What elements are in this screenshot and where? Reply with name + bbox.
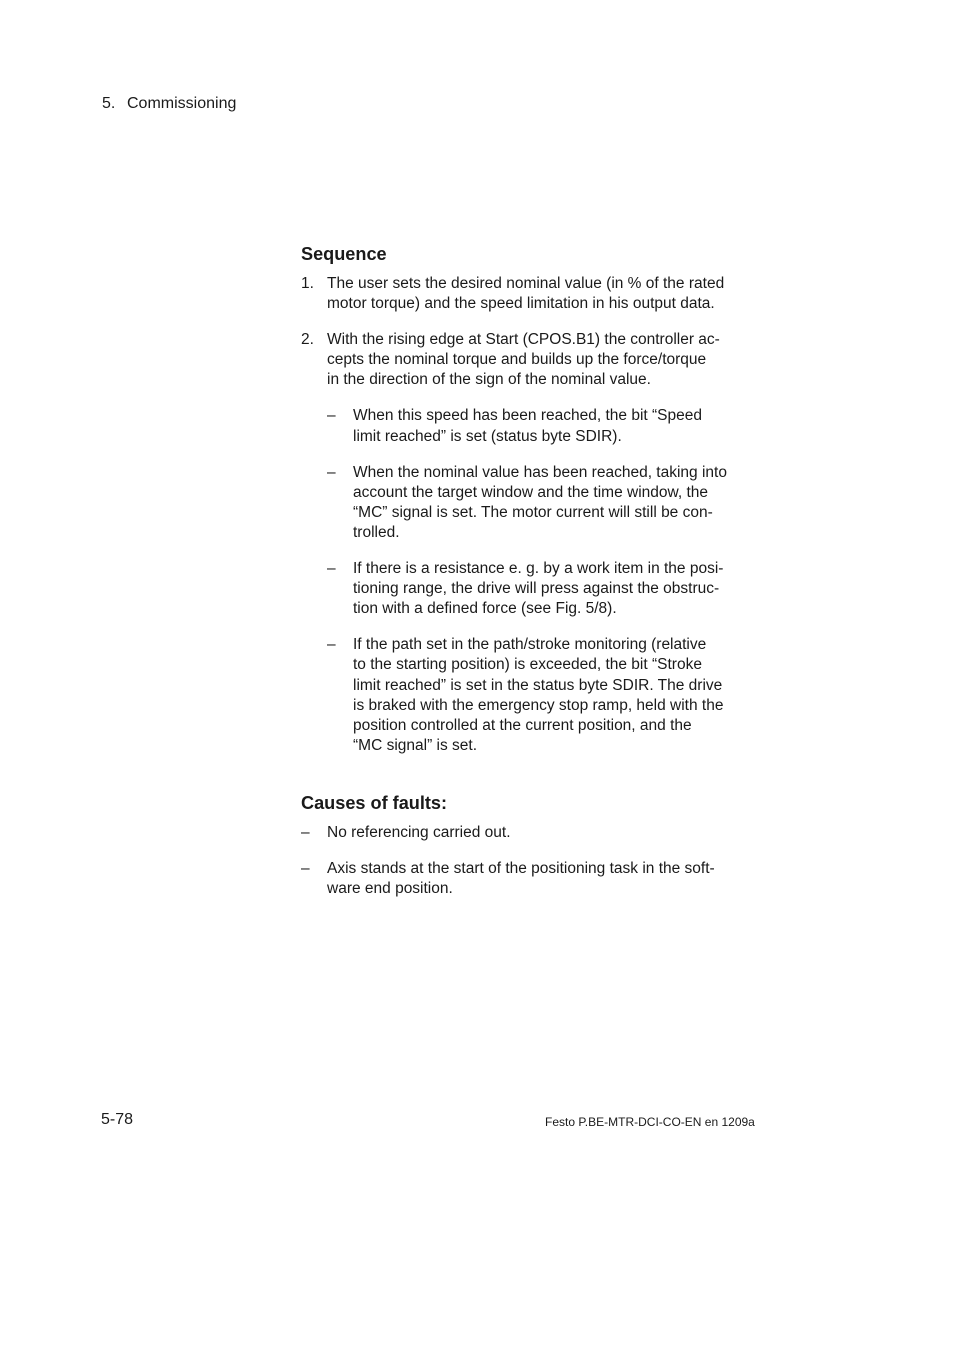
sub-item-stroke-limit [327, 635, 741, 756]
text-line: tioning range, the drive will press against the obstruc- [353, 580, 720, 598]
dash-bullet: – [327, 463, 336, 481]
text-line: account the target window and the time window, the [353, 483, 708, 501]
text-line: If the path set in the path/stroke monitoring (relative [353, 636, 707, 654]
step-number: 1. [301, 275, 314, 292]
sequence-step-2 [301, 330, 741, 390]
text-line: in the direction of the sign of the nominal value. [327, 371, 651, 389]
text-line: If there is a resistance e. g. by a work item in the posi- [353, 560, 724, 578]
text-line: Axis stands at the start of the positioning task in the soft- [327, 859, 715, 877]
sub-item-resistance [327, 559, 741, 619]
page-number: 5-78 [101, 1111, 134, 1128]
running-header [102, 94, 236, 114]
text-line: to the starting position) is exceeded, the bit “Stroke [353, 656, 702, 674]
sequence-step-1 [301, 274, 741, 314]
text-line: With the rising edge at Start (CPOS.B1) the controller ac- [327, 331, 720, 349]
fault-item-software-end-position [301, 859, 741, 899]
text-line: No referencing carried out. [327, 823, 511, 841]
text-line: “MC signal” is set. [353, 736, 478, 754]
document-id: Festo P.BE-MTR-DCI-CO-EN en 1209a [545, 1115, 755, 1129]
main-content [301, 244, 741, 899]
text-line: is braked with the emergency stop ramp, held with the [353, 696, 724, 714]
text-line: The user sets the desired nominal value (in % of the rated [327, 275, 725, 292]
chapter-title: Commissioning [127, 95, 237, 112]
chapter-number: 5. [102, 95, 116, 112]
text-line: tion with a defined force (see Fig. 5/8). [353, 600, 617, 618]
sequence-heading: Sequence [301, 244, 387, 264]
text-line: When this speed has been reached, the bit “Speed [353, 407, 702, 425]
text-line: position controlled at the current position, and the [353, 716, 692, 734]
text-line: When the nominal value has been reached, taking into [353, 463, 727, 481]
dash-bullet: – [301, 823, 310, 841]
text-line: limit reached” is set in the status byte SDIR. The drive [353, 676, 723, 694]
dash-bullet: – [327, 636, 336, 654]
text-line: cepts the nominal torque and builds up the force/torque [327, 351, 707, 369]
dash-bullet: – [327, 560, 336, 578]
step-number: 2. [301, 331, 314, 349]
text-line: limit reached” is set (status byte SDIR). [353, 427, 622, 445]
text-line: trolled. [353, 523, 400, 541]
dash-bullet: – [327, 407, 336, 425]
causes-of-faults-heading: Causes of faults: [301, 792, 448, 813]
dash-bullet: – [301, 859, 310, 877]
text-line: motor torque) and the speed limitation in his output data. [327, 295, 715, 313]
text-line: “MC” signal is set. The motor current will still be con- [353, 503, 713, 521]
sub-item-speed-limit [327, 406, 741, 446]
sub-item-nominal-value [327, 463, 741, 543]
text-line: ware end position. [327, 880, 453, 898]
fault-item-no-referencing [301, 823, 741, 843]
